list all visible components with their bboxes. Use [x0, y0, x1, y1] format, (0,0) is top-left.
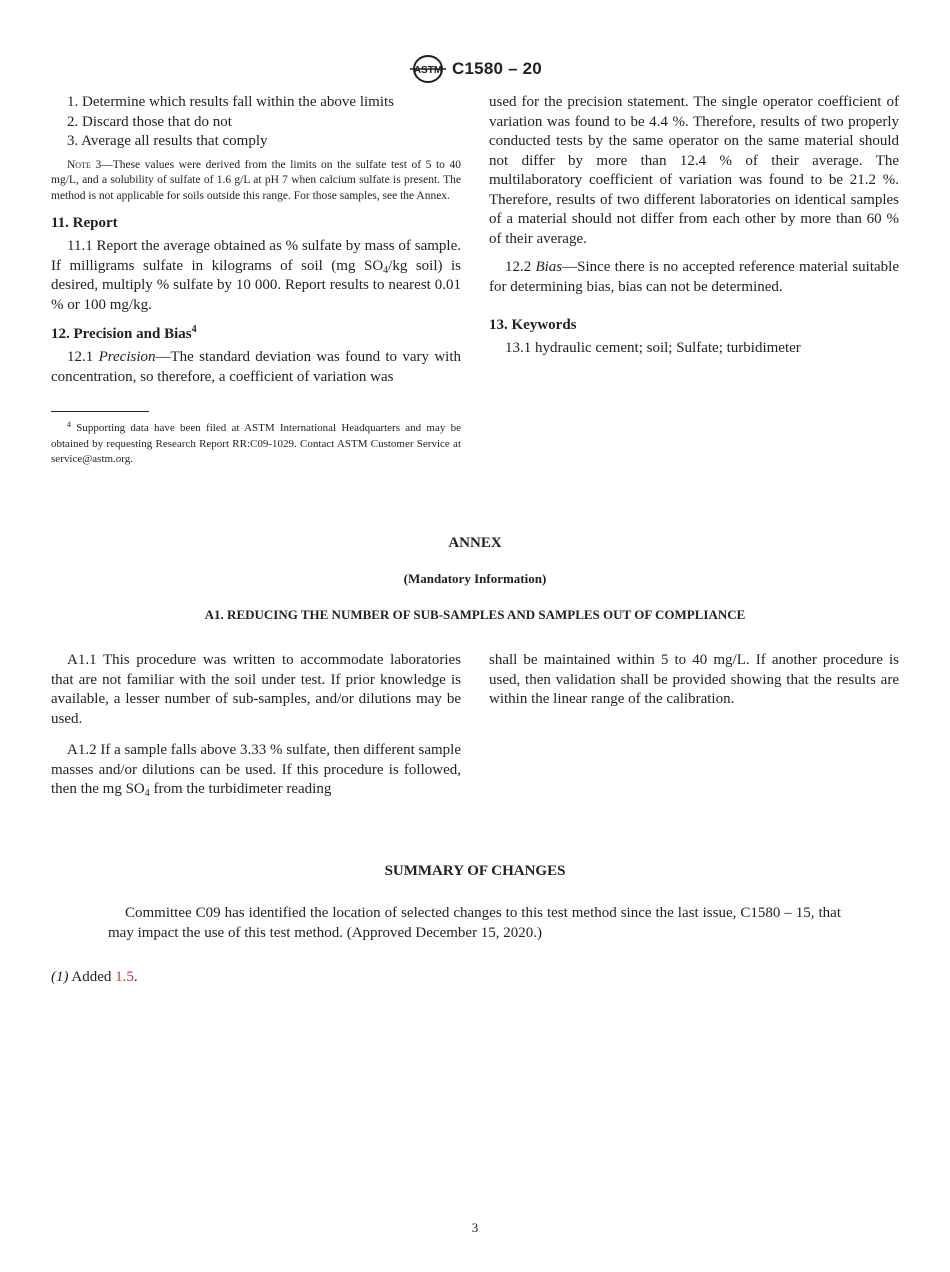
summary-paragraph: Committee C09 has identified the location of selected changes to this test method since the last issue, C1580 – 15, that may impact the use of this test method. (Approved December 15, 2020.): [108, 905, 841, 941]
footnote-marker: 4: [67, 420, 71, 429]
footnote-divider: [51, 411, 149, 412]
note-3: [51, 158, 461, 205]
summary-item-text: Added: [68, 969, 116, 985]
list-item: 1. Determine which results fall within the above limits: [67, 94, 395, 110]
subscript: 4: [383, 264, 389, 276]
bias-label: 12.2: [505, 259, 536, 275]
a1-2-paragraph: [51, 741, 461, 800]
annex-section-title: A1. REDUCING THE NUMBER OF SUB-SAMPLES AND SAMPLES OUT OF COMPLIANCE: [204, 607, 746, 622]
list-item: 2. Discard those that do not: [67, 113, 232, 130]
svg-text:ASTM: ASTM: [413, 65, 443, 76]
note-label: Note: [67, 158, 91, 171]
footnote-text: Supporting data have been filed at ASTM International Headquarters and may be obtained by requesting Research Report RR:C09-1029. Contact ASTM Customer Service at service@astm.org.: [51, 422, 461, 465]
bias-italic: Bias: [535, 259, 563, 275]
keywords-paragraph: 13.1 hydraulic cement; soil; Sulfate; turbidimeter: [505, 340, 801, 356]
summary-item: [51, 968, 138, 988]
precision-label: 12.1: [67, 349, 99, 365]
annex-title: ANNEX: [448, 535, 502, 551]
summary-item-end: .: [133, 969, 138, 985]
precision-heading-text: 12. Precision and Bias: [51, 326, 192, 342]
a1-2-text-1: A1.2 If a sample falls above 3.33 % sulfate, then different sample masses and/or dilutions can be used. If this procedure is followed, then the mg SO: [51, 742, 461, 797]
bias-text: —Since there is no accepted reference material suitable for determining bias, bias can not be determined.: [489, 259, 899, 295]
report-text-2: /kg soil) is desired, multiply % sulfate by 10 000. Report results to nearest 0.01 % or 100 mg/kg.: [51, 257, 461, 313]
a1-2-continued: shall be maintained within 5 to 40 mg/L. If another procedure is used, then validation shall be provided showing that the results are within the linear range of the calibration.: [489, 652, 899, 707]
report-text-1: 11.1 Report the average obtained as % sulfate by mass of sample. If milligrams sulfate in kilograms of soil (mg SO: [51, 238, 461, 274]
footnote-ref: 4: [191, 324, 197, 335]
right-column: [489, 93, 899, 359]
bias-paragraph: [489, 258, 899, 297]
section-link[interactable]: 1.5: [115, 969, 134, 985]
subscript: 4: [144, 788, 150, 799]
annex-left-column: [51, 651, 461, 800]
summary-block: [108, 904, 841, 943]
precision-italic: Precision: [98, 349, 156, 365]
list-item: 3. Average all results that comply: [67, 133, 268, 149]
page-header: [0, 54, 950, 84]
summary-title: SUMMARY OF CHANGES: [384, 863, 566, 879]
a1-1-paragraph: A1.1 This procedure was written to accommodate laboratories that are not familiar with the soil under test. If prior knowledge is available, a lesser number of sub-samples, and/or dilutions may be used.: [51, 652, 461, 727]
note-text: 3—These values were derived from the limits on the sulfate test of 5 to 40 mg/L, and a solubility of sulfate of 1.6 g/L at pH 7 when calcium sulfate is present. The method is not applicable for soils outside this range. For those samples, see the Annex.: [51, 158, 461, 202]
standard-code: C1580 – 20: [452, 59, 542, 78]
left-column: [51, 93, 461, 387]
precision-continued: used for the precision statement. The single operator coefficient of variation was found to be 4.4 %. Therefore, results of two properly conducted tests by the same operator on the same material should not differ by more than 12.4 % of their average. The multilaboratory coefficient of variation was found to be 21.2 %. Therefore, results of two different laboratories on identical samples of a material should not differ from each other by more than 60 % of their average.: [489, 94, 899, 247]
page-number: 3: [471, 1220, 479, 1235]
precision-paragraph: [51, 348, 461, 387]
a1-2-text-2: from the turbidimeter reading: [149, 781, 332, 797]
astm-logo-icon: [408, 54, 448, 84]
summary-item-number: (1): [51, 969, 69, 985]
report-paragraph: [51, 237, 461, 315]
annex-subtitle: (Mandatory Information): [403, 571, 547, 586]
annex-right-column: [489, 651, 899, 710]
report-heading: 11. Report: [51, 215, 118, 231]
precision-heading: [51, 324, 461, 344]
footnote: [51, 421, 461, 468]
keywords-heading: 13. Keywords: [489, 317, 577, 333]
precision-text: —The standard deviation was found to vary with concentration, so therefore, a coefficient of variation was: [51, 349, 462, 385]
